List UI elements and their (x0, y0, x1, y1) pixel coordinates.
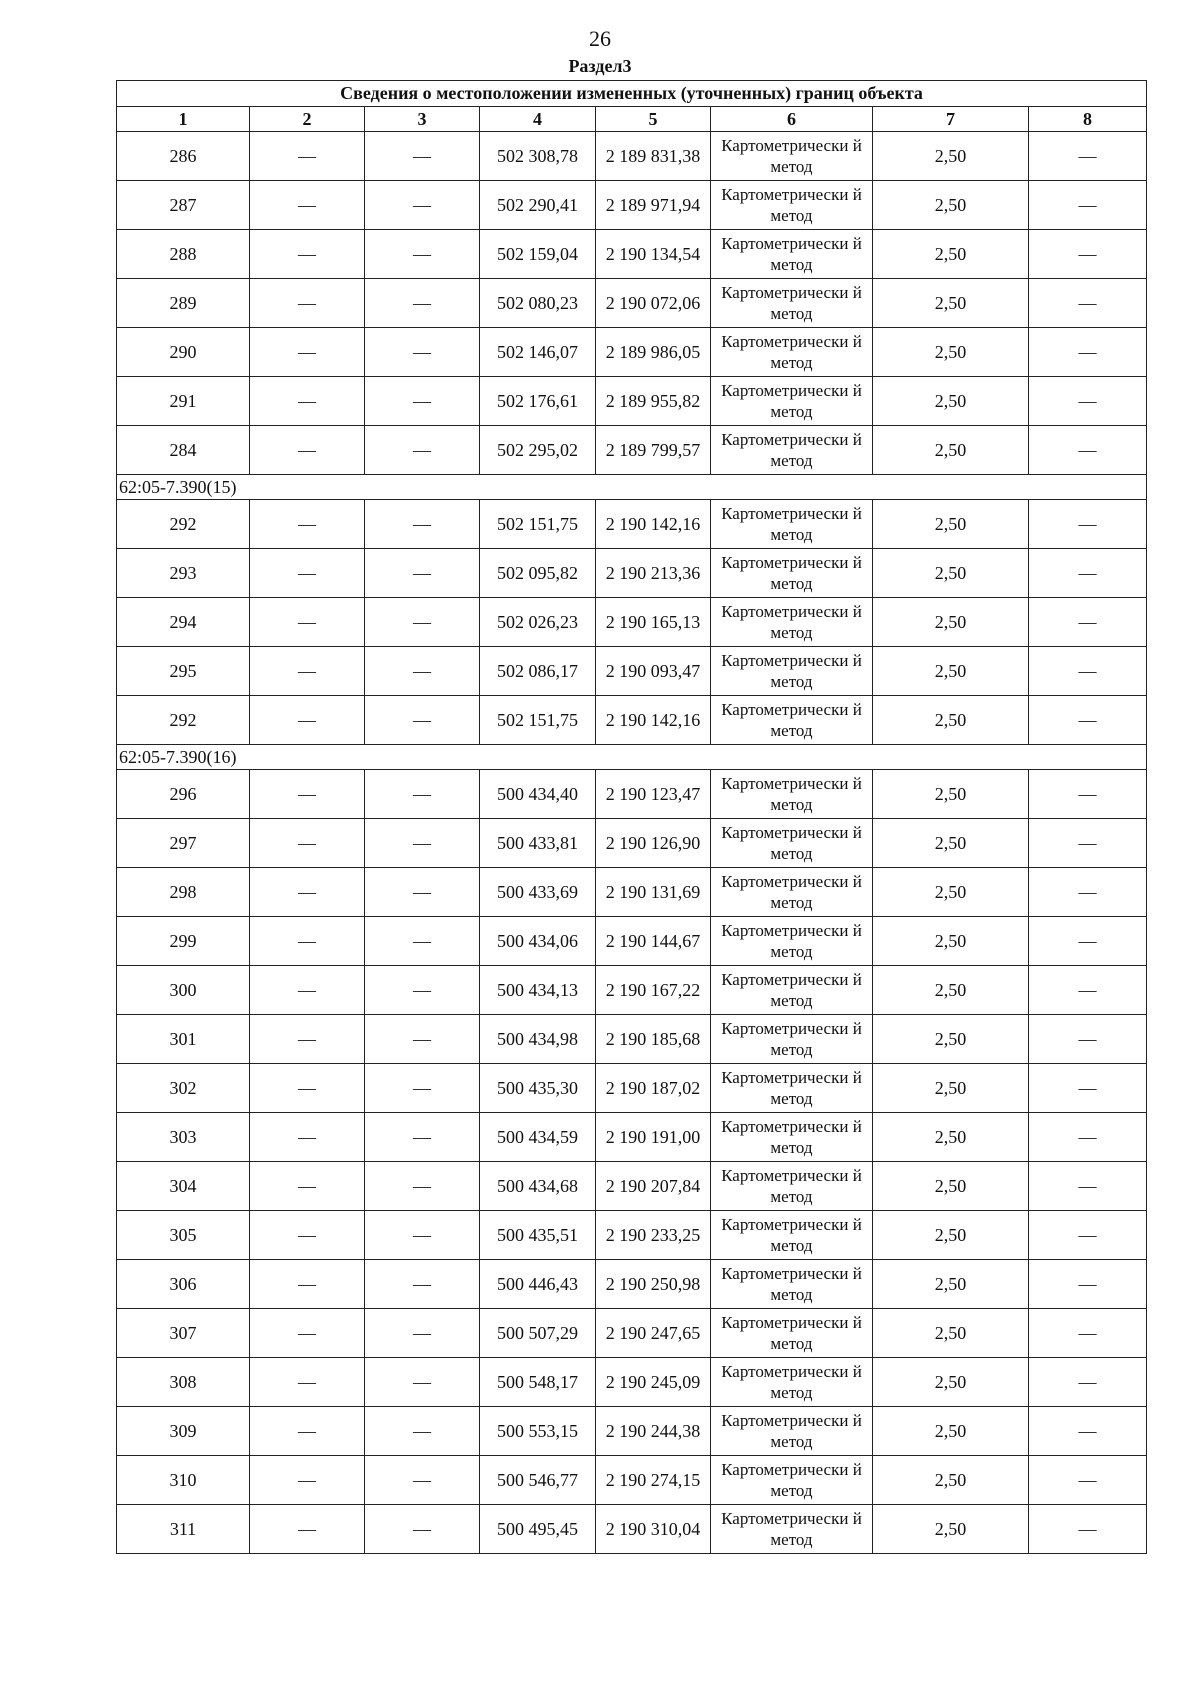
col2-cell: — (250, 500, 365, 549)
col8-cell: — (1029, 377, 1147, 426)
col8-cell: — (1029, 1456, 1147, 1505)
col8-cell: — (1029, 181, 1147, 230)
col2-cell: — (250, 819, 365, 868)
column-number-5: 5 (596, 107, 711, 132)
x-coordinate-cell: 500 433,69 (480, 868, 596, 917)
method-cell: Картометрически й метод (711, 770, 873, 819)
col8-cell: — (1029, 500, 1147, 549)
y-coordinate-cell: 2 190 126,90 (596, 819, 711, 868)
col2-cell: — (250, 279, 365, 328)
accuracy-cell: 2,50 (873, 1407, 1029, 1456)
x-coordinate-cell: 500 507,29 (480, 1309, 596, 1358)
y-coordinate-cell: 2 190 165,13 (596, 598, 711, 647)
y-coordinate-cell: 2 190 123,47 (596, 770, 711, 819)
x-coordinate-cell: 502 095,82 (480, 549, 596, 598)
point-number-cell: 298 (117, 868, 250, 917)
accuracy-cell: 2,50 (873, 377, 1029, 426)
point-number-cell: 284 (117, 426, 250, 475)
table-row (117, 500, 1147, 549)
table-row (117, 1407, 1147, 1456)
accuracy-cell: 2,50 (873, 132, 1029, 181)
table-row (117, 377, 1147, 426)
table-row (117, 132, 1147, 181)
col3-cell: — (365, 647, 480, 696)
y-coordinate-cell: 2 190 144,67 (596, 917, 711, 966)
col2-cell: — (250, 770, 365, 819)
col2-cell: — (250, 966, 365, 1015)
col8-cell: — (1029, 1113, 1147, 1162)
method-cell: Картометрически й метод (711, 426, 873, 475)
col8-cell: — (1029, 1015, 1147, 1064)
column-number-1: 1 (117, 107, 250, 132)
accuracy-cell: 2,50 (873, 1113, 1029, 1162)
point-number-cell: 287 (117, 181, 250, 230)
col2-cell: — (250, 1162, 365, 1211)
method-cell: Картометрически й метод (711, 598, 873, 647)
x-coordinate-cell: 500 434,13 (480, 966, 596, 1015)
col3-cell: — (365, 868, 480, 917)
table-row (117, 181, 1147, 230)
y-coordinate-cell: 2 190 244,38 (596, 1407, 711, 1456)
group-label: 62:05-7.390(15) (117, 475, 1147, 500)
y-coordinate-cell: 2 189 971,94 (596, 181, 711, 230)
x-coordinate-cell: 500 435,51 (480, 1211, 596, 1260)
col2-cell: — (250, 181, 365, 230)
table-row (117, 770, 1147, 819)
accuracy-cell: 2,50 (873, 647, 1029, 696)
method-cell: Картометрически й метод (711, 1015, 873, 1064)
x-coordinate-cell: 500 434,68 (480, 1162, 596, 1211)
col3-cell: — (365, 1358, 480, 1407)
y-coordinate-cell: 2 190 247,65 (596, 1309, 711, 1358)
col8-cell: — (1029, 770, 1147, 819)
column-number-4: 4 (480, 107, 596, 132)
method-cell: Картометрически й метод (711, 1064, 873, 1113)
col3-cell: — (365, 819, 480, 868)
point-number-cell: 309 (117, 1407, 250, 1456)
x-coordinate-cell: 502 176,61 (480, 377, 596, 426)
point-number-cell: 310 (117, 1456, 250, 1505)
point-number-cell: 305 (117, 1211, 250, 1260)
boundary-coordinates-table (116, 80, 1147, 1554)
y-coordinate-cell: 2 190 185,68 (596, 1015, 711, 1064)
col8-cell: — (1029, 132, 1147, 181)
table-row (117, 279, 1147, 328)
method-cell: Картометрически й метод (711, 868, 873, 917)
method-cell: Картометрически й метод (711, 132, 873, 181)
col3-cell: — (365, 1015, 480, 1064)
col3-cell: — (365, 1064, 480, 1113)
table-row (117, 549, 1147, 598)
x-coordinate-cell: 500 434,59 (480, 1113, 596, 1162)
column-number-2: 2 (250, 107, 365, 132)
col3-cell: — (365, 696, 480, 745)
point-number-cell: 294 (117, 598, 250, 647)
col8-cell: — (1029, 549, 1147, 598)
table-row (117, 426, 1147, 475)
table-row (117, 819, 1147, 868)
x-coordinate-cell: 500 495,45 (480, 1505, 596, 1554)
col2-cell: — (250, 1456, 365, 1505)
col2-cell: — (250, 426, 365, 475)
accuracy-cell: 2,50 (873, 917, 1029, 966)
x-coordinate-cell: 500 546,77 (480, 1456, 596, 1505)
point-number-cell: 286 (117, 132, 250, 181)
x-coordinate-cell: 500 553,15 (480, 1407, 596, 1456)
method-cell: Картометрически й метод (711, 647, 873, 696)
col3-cell: — (365, 1505, 480, 1554)
y-coordinate-cell: 2 190 072,06 (596, 279, 711, 328)
col2-cell: — (250, 1505, 365, 1554)
point-number-cell: 290 (117, 328, 250, 377)
point-number-cell: 291 (117, 377, 250, 426)
point-number-cell: 302 (117, 1064, 250, 1113)
col2-cell: — (250, 647, 365, 696)
point-number-cell: 289 (117, 279, 250, 328)
col2-cell: — (250, 598, 365, 647)
x-coordinate-cell: 500 434,40 (480, 770, 596, 819)
x-coordinate-cell: 500 435,30 (480, 1064, 596, 1113)
col8-cell: — (1029, 598, 1147, 647)
y-coordinate-cell: 2 190 250,98 (596, 1260, 711, 1309)
accuracy-cell: 2,50 (873, 966, 1029, 1015)
accuracy-cell: 2,50 (873, 1162, 1029, 1211)
y-coordinate-cell: 2 190 245,09 (596, 1358, 711, 1407)
col2-cell: — (250, 132, 365, 181)
col8-cell: — (1029, 966, 1147, 1015)
col3-cell: — (365, 181, 480, 230)
y-coordinate-cell: 2 190 142,16 (596, 500, 711, 549)
method-cell: Картометрически й метод (711, 1162, 873, 1211)
table-row (117, 328, 1147, 377)
x-coordinate-cell: 502 308,78 (480, 132, 596, 181)
point-number-cell: 307 (117, 1309, 250, 1358)
method-cell: Картометрически й метод (711, 549, 873, 598)
y-coordinate-cell: 2 190 191,00 (596, 1113, 711, 1162)
col2-cell: — (250, 868, 365, 917)
y-coordinate-cell: 2 190 142,16 (596, 696, 711, 745)
col3-cell: — (365, 1407, 480, 1456)
col3-cell: — (365, 549, 480, 598)
x-coordinate-cell: 502 290,41 (480, 181, 596, 230)
col3-cell: — (365, 598, 480, 647)
accuracy-cell: 2,50 (873, 868, 1029, 917)
accuracy-cell: 2,50 (873, 230, 1029, 279)
table-row (117, 917, 1147, 966)
col2-cell: — (250, 1358, 365, 1407)
column-number-row (117, 107, 1147, 132)
col2-cell: — (250, 549, 365, 598)
table-row (117, 1162, 1147, 1211)
table-row (117, 1309, 1147, 1358)
method-cell: Картометрически й метод (711, 966, 873, 1015)
method-cell: Картометрически й метод (711, 1309, 873, 1358)
col3-cell: — (365, 966, 480, 1015)
col2-cell: — (250, 328, 365, 377)
accuracy-cell: 2,50 (873, 1505, 1029, 1554)
x-coordinate-cell: 502 295,02 (480, 426, 596, 475)
table-row (117, 230, 1147, 279)
x-coordinate-cell: 500 434,98 (480, 1015, 596, 1064)
accuracy-cell: 2,50 (873, 1456, 1029, 1505)
col8-cell: — (1029, 917, 1147, 966)
col3-cell: — (365, 230, 480, 279)
accuracy-cell: 2,50 (873, 549, 1029, 598)
y-coordinate-cell: 2 189 986,05 (596, 328, 711, 377)
col3-cell: — (365, 279, 480, 328)
col3-cell: — (365, 1162, 480, 1211)
x-coordinate-cell: 500 434,06 (480, 917, 596, 966)
col2-cell: — (250, 1211, 365, 1260)
accuracy-cell: 2,50 (873, 426, 1029, 475)
col3-cell: — (365, 1113, 480, 1162)
x-coordinate-cell: 502 080,23 (480, 279, 596, 328)
col8-cell: — (1029, 1309, 1147, 1358)
col3-cell: — (365, 132, 480, 181)
point-number-cell: 311 (117, 1505, 250, 1554)
table-row (117, 696, 1147, 745)
accuracy-cell: 2,50 (873, 181, 1029, 230)
method-cell: Картометрически й метод (711, 377, 873, 426)
col2-cell: — (250, 377, 365, 426)
point-number-cell: 304 (117, 1162, 250, 1211)
point-number-cell: 303 (117, 1113, 250, 1162)
y-coordinate-cell: 2 190 310,04 (596, 1505, 711, 1554)
method-cell: Картометрически й метод (711, 1456, 873, 1505)
table-row (117, 1358, 1147, 1407)
accuracy-cell: 2,50 (873, 1309, 1029, 1358)
page-number: 26 (589, 26, 611, 51)
method-cell: Картометрически й метод (711, 1407, 873, 1456)
column-number-6: 6 (711, 107, 873, 132)
x-coordinate-cell: 502 151,75 (480, 500, 596, 549)
table-row (117, 1064, 1147, 1113)
accuracy-cell: 2,50 (873, 598, 1029, 647)
y-coordinate-cell: 2 190 131,69 (596, 868, 711, 917)
point-number-cell: 292 (117, 696, 250, 745)
method-cell: Картометрически й метод (711, 696, 873, 745)
method-cell: Картометрически й метод (711, 181, 873, 230)
col8-cell: — (1029, 819, 1147, 868)
col2-cell: — (250, 1113, 365, 1162)
col2-cell: — (250, 230, 365, 279)
point-number-cell: 308 (117, 1358, 250, 1407)
table-row (117, 1456, 1147, 1505)
col8-cell: — (1029, 696, 1147, 745)
y-coordinate-cell: 2 190 093,47 (596, 647, 711, 696)
col8-cell: — (1029, 279, 1147, 328)
table-row (117, 1211, 1147, 1260)
column-number-8: 8 (1029, 107, 1147, 132)
method-cell: Картометрически й метод (711, 279, 873, 328)
col8-cell: — (1029, 868, 1147, 917)
table-row (117, 598, 1147, 647)
accuracy-cell: 2,50 (873, 279, 1029, 328)
col8-cell: — (1029, 230, 1147, 279)
point-number-cell: 295 (117, 647, 250, 696)
point-number-cell: 299 (117, 917, 250, 966)
table-body (117, 132, 1147, 1554)
x-coordinate-cell: 502 151,75 (480, 696, 596, 745)
col8-cell: — (1029, 1064, 1147, 1113)
method-cell: Картометрически й метод (711, 819, 873, 868)
y-coordinate-cell: 2 190 213,36 (596, 549, 711, 598)
accuracy-cell: 2,50 (873, 819, 1029, 868)
x-coordinate-cell: 500 433,81 (480, 819, 596, 868)
point-number-cell: 301 (117, 1015, 250, 1064)
col8-cell: — (1029, 1211, 1147, 1260)
col2-cell: — (250, 917, 365, 966)
y-coordinate-cell: 2 190 274,15 (596, 1456, 711, 1505)
col8-cell: — (1029, 647, 1147, 696)
method-cell: Картометрически й метод (711, 1260, 873, 1309)
col3-cell: — (365, 770, 480, 819)
y-coordinate-cell: 2 189 799,57 (596, 426, 711, 475)
group-label: 62:05-7.390(16) (117, 745, 1147, 770)
table-row (117, 1260, 1147, 1309)
section-title: Раздел3 (568, 56, 632, 76)
table-row (117, 647, 1147, 696)
accuracy-cell: 2,50 (873, 1211, 1029, 1260)
column-number-3: 3 (365, 107, 480, 132)
col2-cell: — (250, 1015, 365, 1064)
table-row (117, 1505, 1147, 1554)
col8-cell: — (1029, 328, 1147, 377)
col3-cell: — (365, 1211, 480, 1260)
col8-cell: — (1029, 1162, 1147, 1211)
col8-cell: — (1029, 1505, 1147, 1554)
x-coordinate-cell: 500 446,43 (480, 1260, 596, 1309)
column-number-7: 7 (873, 107, 1029, 132)
y-coordinate-cell: 2 189 831,38 (596, 132, 711, 181)
method-cell: Картометрически й метод (711, 1358, 873, 1407)
method-cell: Картометрически й метод (711, 500, 873, 549)
table-row (117, 868, 1147, 917)
accuracy-cell: 2,50 (873, 1064, 1029, 1113)
accuracy-cell: 2,50 (873, 1015, 1029, 1064)
accuracy-cell: 2,50 (873, 500, 1029, 549)
method-cell: Картометрически й метод (711, 230, 873, 279)
y-coordinate-cell: 2 190 233,25 (596, 1211, 711, 1260)
group-label-row (117, 745, 1147, 770)
col8-cell: — (1029, 1260, 1147, 1309)
col2-cell: — (250, 1260, 365, 1309)
y-coordinate-cell: 2 190 187,02 (596, 1064, 711, 1113)
col2-cell: — (250, 1064, 365, 1113)
x-coordinate-cell: 502 159,04 (480, 230, 596, 279)
point-number-cell: 297 (117, 819, 250, 868)
col3-cell: — (365, 1260, 480, 1309)
col3-cell: — (365, 1456, 480, 1505)
method-cell: Картометрически й метод (711, 328, 873, 377)
col2-cell: — (250, 1309, 365, 1358)
method-cell: Картометрически й метод (711, 1113, 873, 1162)
col3-cell: — (365, 328, 480, 377)
group-label-row (117, 475, 1147, 500)
x-coordinate-cell: 502 146,07 (480, 328, 596, 377)
point-number-cell: 293 (117, 549, 250, 598)
point-number-cell: 300 (117, 966, 250, 1015)
col8-cell: — (1029, 1407, 1147, 1456)
x-coordinate-cell: 502 026,23 (480, 598, 596, 647)
point-number-cell: 288 (117, 230, 250, 279)
y-coordinate-cell: 2 190 207,84 (596, 1162, 711, 1211)
accuracy-cell: 2,50 (873, 328, 1029, 377)
col8-cell: — (1029, 1358, 1147, 1407)
accuracy-cell: 2,50 (873, 770, 1029, 819)
method-cell: Картометрически й метод (711, 1505, 873, 1554)
col8-cell: — (1029, 426, 1147, 475)
table-row (117, 1015, 1147, 1064)
col3-cell: — (365, 377, 480, 426)
accuracy-cell: 2,50 (873, 1358, 1029, 1407)
y-coordinate-cell: 2 189 955,82 (596, 377, 711, 426)
point-number-cell: 306 (117, 1260, 250, 1309)
x-coordinate-cell: 500 548,17 (480, 1358, 596, 1407)
accuracy-cell: 2,50 (873, 696, 1029, 745)
y-coordinate-cell: 2 190 134,54 (596, 230, 711, 279)
accuracy-cell: 2,50 (873, 1260, 1029, 1309)
col3-cell: — (365, 500, 480, 549)
col3-cell: — (365, 426, 480, 475)
x-coordinate-cell: 502 086,17 (480, 647, 596, 696)
point-number-cell: 292 (117, 500, 250, 549)
col3-cell: — (365, 1309, 480, 1358)
table-title: Сведения о местоположении измененных (уточненных) границ объекта (117, 81, 1147, 107)
col2-cell: — (250, 1407, 365, 1456)
table-row (117, 966, 1147, 1015)
method-cell: Картометрически й метод (711, 917, 873, 966)
method-cell: Картометрически й метод (711, 1211, 873, 1260)
col3-cell: — (365, 917, 480, 966)
point-number-cell: 296 (117, 770, 250, 819)
table-row (117, 1113, 1147, 1162)
y-coordinate-cell: 2 190 167,22 (596, 966, 711, 1015)
col2-cell: — (250, 696, 365, 745)
